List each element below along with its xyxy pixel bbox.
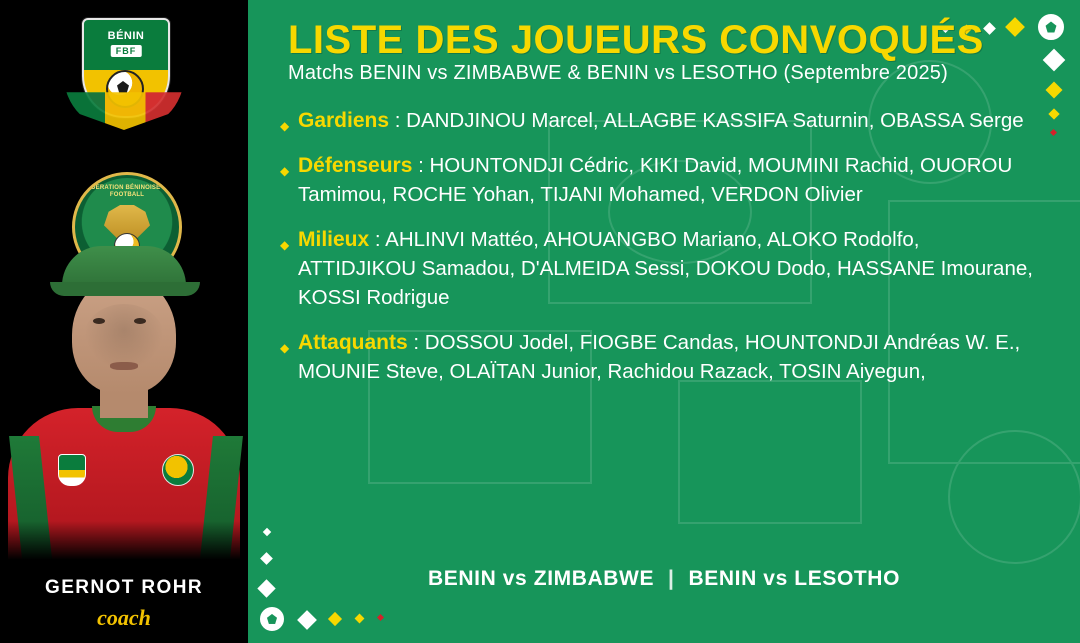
group-title-attaquants: Attaquants <box>298 331 408 354</box>
group-title-milieux: Milieux <box>298 228 370 251</box>
group-players-attaquants: DOSSOU Jodel, FIOGBE Candas, HOUNTONDJI Andréas W. E., MOUNIE Steve, OLAÏTAN Junior, Rachidou Razack, TOSIN Aiyegun, <box>298 331 1021 383</box>
footer-separator: | <box>668 567 675 590</box>
coach-photo <box>0 240 248 565</box>
coach-eye-left <box>93 318 105 324</box>
group-text <box>298 151 1040 209</box>
right-panel <box>248 0 1080 643</box>
group-separator: : <box>407 331 425 354</box>
diamond-bullet-icon: ◆ <box>280 341 290 355</box>
group-text <box>298 225 1040 312</box>
group-players-gardiens: DANDJINOU Marcel, ALLAGBE KASSIFA Saturnin, OBASSA Serge <box>406 109 1024 132</box>
list-item <box>280 151 1040 209</box>
match-right: BENIN vs LESOTHO <box>688 567 900 590</box>
fbf-federation-logo <box>64 18 184 138</box>
fbf-logo-country: BÉNIN <box>107 30 145 42</box>
left-panel <box>0 0 248 643</box>
group-separator: : <box>412 154 430 177</box>
group-text <box>298 328 1040 386</box>
coach-cap <box>62 246 186 292</box>
group-separator: : <box>369 228 386 251</box>
list-item <box>280 106 1040 135</box>
list-item <box>280 225 1040 312</box>
soccer-ball-icon <box>258 605 286 633</box>
page-title: LISTE DES JOUEURS CONVOQUÉS <box>288 18 984 62</box>
coach-mouth <box>110 362 138 370</box>
photo-fade-overlay <box>0 521 248 565</box>
coach-role: coach <box>97 605 151 630</box>
player-list <box>280 106 1040 402</box>
group-title-gardiens: Gardiens <box>298 109 390 132</box>
coach-name: GERNOT ROHR <box>45 577 203 598</box>
group-title-defenseurs: Défenseurs <box>298 154 413 177</box>
diamond-bullet-icon: ◆ <box>280 238 290 252</box>
diamond-bullet-icon: ◆ <box>280 164 290 178</box>
group-players-milieux: AHLINVI Mattéo, AHOUANGBO Mariano, ALOKO Rodolfo, ATTIDJIKOU Samadou, D'ALMEIDA Sessi, DOKOU Dodo, HASSANE Imourane, KOSSI Rodrigue <box>298 228 1033 309</box>
group-separator: : <box>389 109 407 132</box>
coach-eye-right <box>134 318 146 324</box>
jersey-crest-icon <box>162 454 194 486</box>
crest-top-text: FEDERATION BÉNINOISE DE FOOTBALL <box>83 185 171 198</box>
group-players-defenseurs: HOUNTONDJI Cédric, KIKI David, MOUMINI Rachid, OUOROU Tamimou, ROCHE Yohan, TIJANI Mohamed, VERDON Olivier <box>298 154 1013 206</box>
soccer-ball-icon <box>1036 12 1066 42</box>
fbf-logo-abbrev: FBF <box>111 45 142 57</box>
list-item <box>280 328 1040 386</box>
page-subtitle: Matchs BENIN vs ZIMBABWE & BENIN vs LESOTHO (Septembre 2025) <box>288 62 948 84</box>
match-left: BENIN vs ZIMBABWE <box>428 567 655 590</box>
coach-face-shading <box>84 304 164 370</box>
footer-matches <box>248 567 1080 591</box>
jersey-badge-icon <box>58 454 86 486</box>
diamond-bullet-icon: ◆ <box>280 119 290 133</box>
group-text <box>298 106 1040 135</box>
